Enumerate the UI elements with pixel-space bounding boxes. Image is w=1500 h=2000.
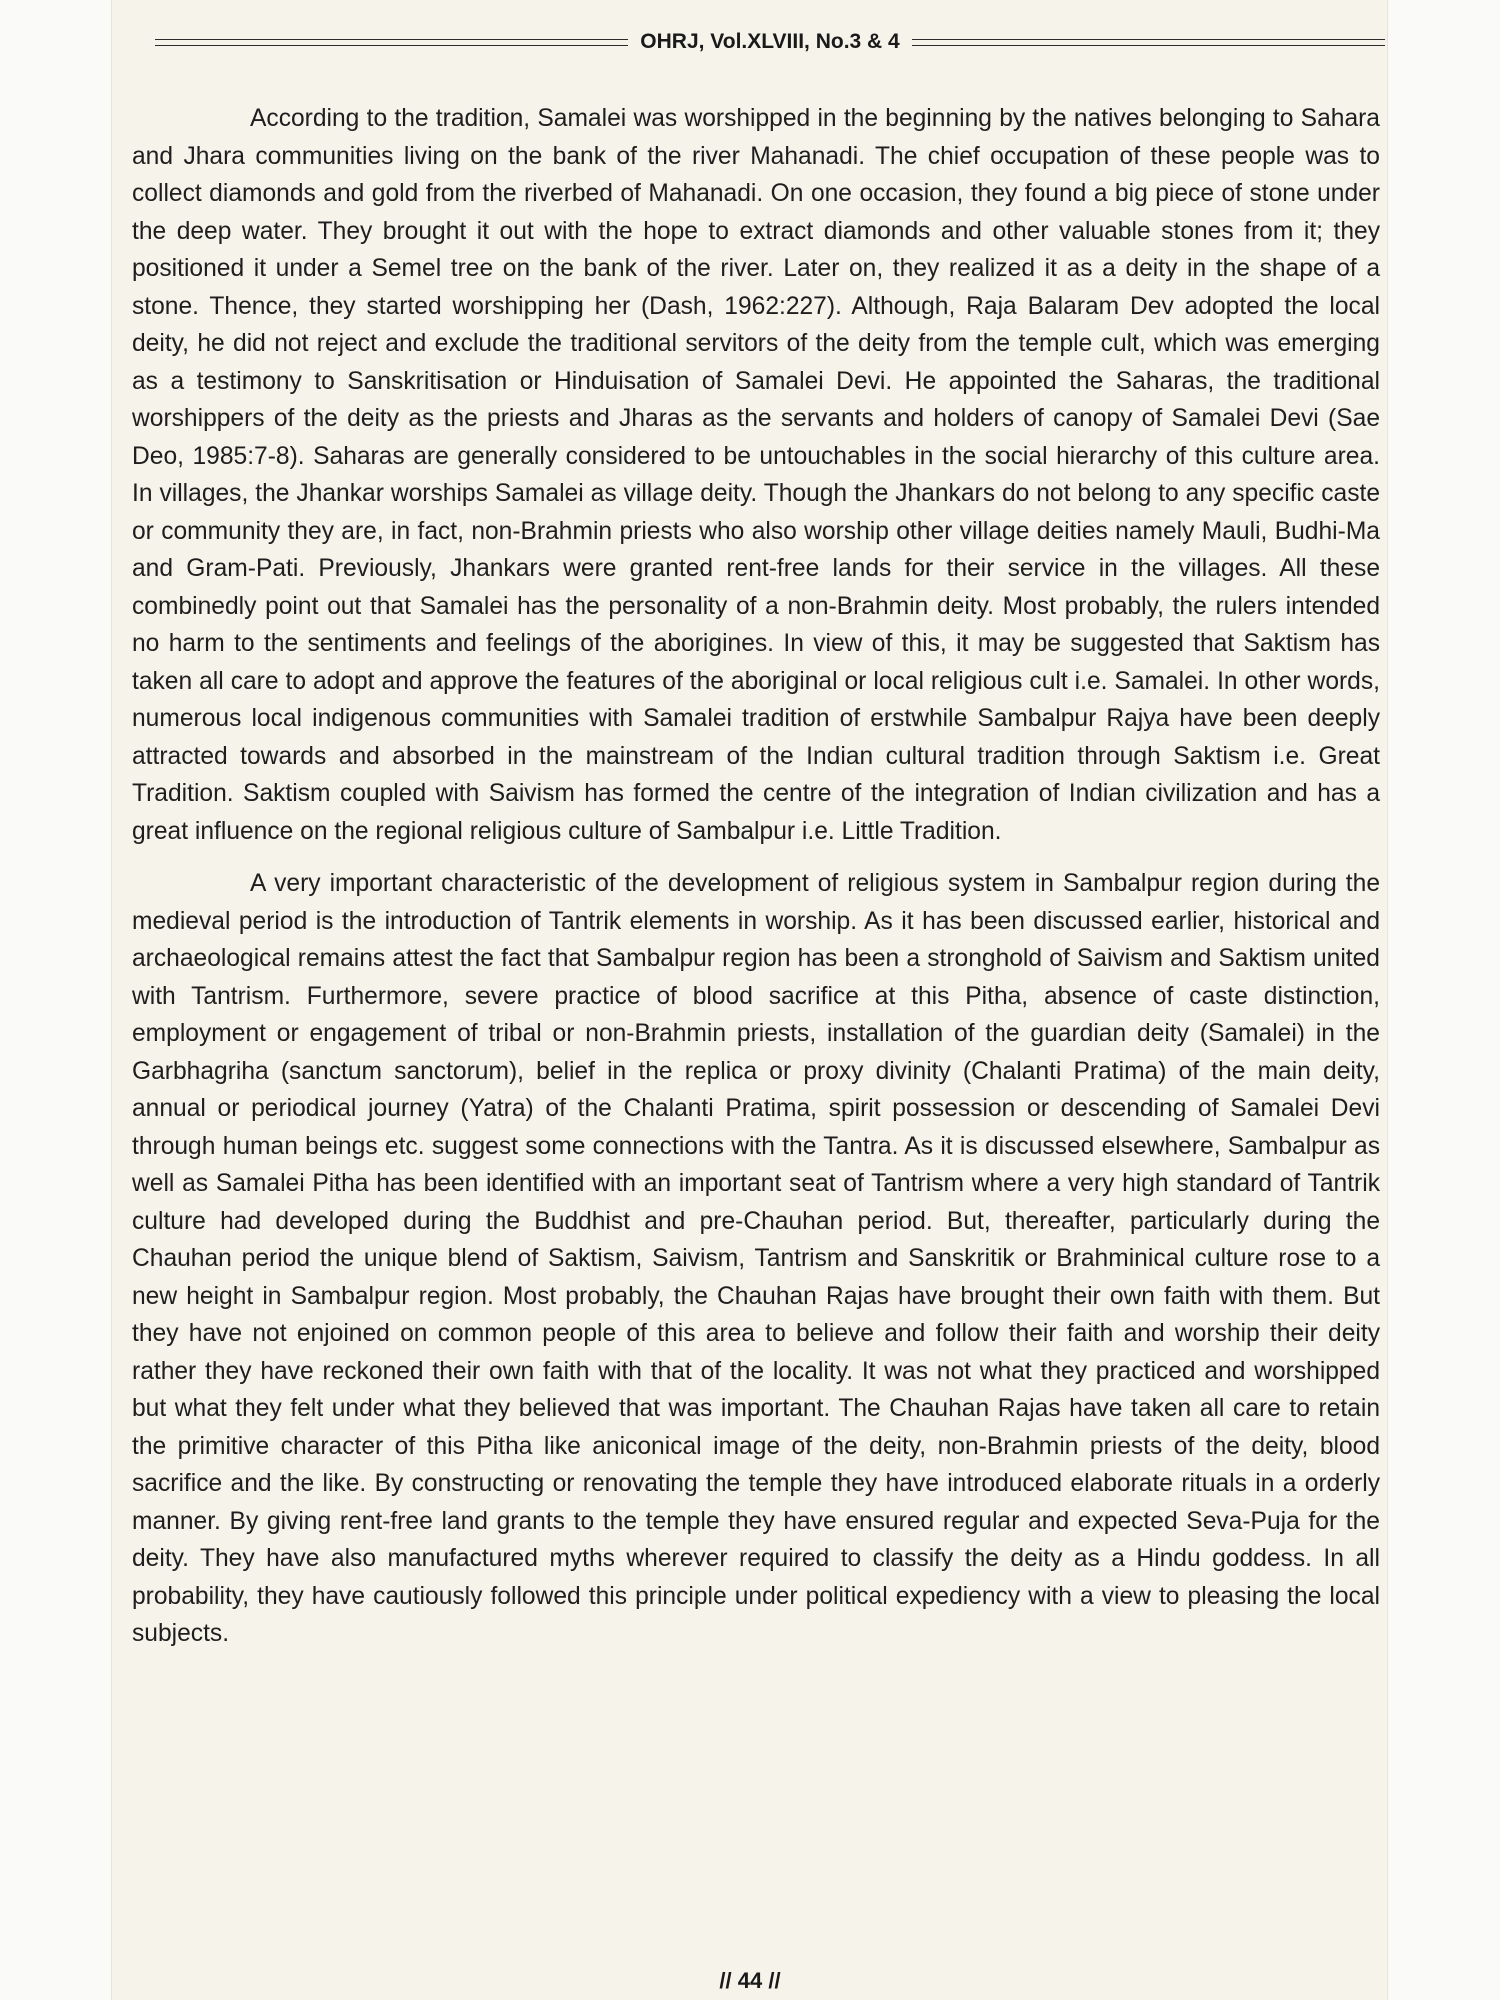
paragraph-1: According to the tradition, Samalei was worshipped in the beginning by the natives belonging to Sahara and Jhara communities living on the bank of the river Mahanadi. The chief occupation of these people was to collect diamonds and gold from the riverbed of Mahanadi. On one occasion, they found a big piece of stone under the deep water. They brought it out with the hope to extract diamonds and other valuable stones from it; they positioned it under a Semel tree on the bank of the river. Later on, they realized it as a deity in the shape of a stone. Thence, they started worshipping her (Dash, 1962:227). Although, Raja Balaram Dev adopted the local deity, he did not reject and exclude the traditional servitors of the deity from the temple cult, which was emerging as a testimony to Sanskritisation or Hinduisation of Samalei Devi. He appointed the Saharas, the traditional worshippers of the deity as the priests and Jharas as the servants and holders of canopy of Samalei Devi (Sae Deo, 1985:7-8). Saharas are generally considered to be untouchables in the social hierarchy of this culture area. In villages, the Jhankar worships Samalei as village deity. Though the Jhankars do not belong to any specific caste or community they are, in fact, non-Brahmin priests who also worship other village deities namely Mauli, Budhi-Ma and Gram-Pati. Previously, Jhankars were granted rent-free lands for their service in the villages. All these combinedly point out that Samalei has the personality of a non-Brahmin deity. Most probably, the rulers intended no harm to the sentiments and feelings of the aborigines. In view of this, it may be suggested that Saktism has taken all care to adopt and approve the features of the aboriginal or local religious cult i.e. Samalei. In other words, numerous local indigenous communities with Samalei tradition of erstwhile Sambalpur Rajya have been deeply attracted towards and absorbed in the mainstream of the Indian cultural tradition through Saktism i.e. Great Tradition. Saktism coupled with Saivism has formed the centre of the integration of Indian civilization and has a great influence on the regional religious culture of Sambalpur i.e. Little Tradition. bbox=[132, 105, 1380, 845]
paragraph-2: A very important characteristic of the development of religious system in Sambalpur region during the medieval period is the introduction of Tantrik elements in worship. As it has been discussed earlier, historical and archaeological remains attest the fact that Sambalpur region has been a stronghold of Saivism and Saktism united with Tantrism. Furthermore, severe practice of blood sacrifice at this Pitha, absence of caste distinction, employment or engagement of tribal or non-Brahmin priests, installation of the guardian deity (Samalei) in the Garbhagriha (sanctum sanctorum), belief in the replica or proxy divinity (Chalanti Pratima) of the main deity, annual or periodical journey (Yatra) of the Chalanti Pratima, spirit possession or descending of Samalei Devi through human beings etc. suggest some connections with the Tantra. As it is discussed elsewhere, Sambalpur as well as Samalei Pitha has been identified with an important seat of Tantrism where a very high standard of Tantrik culture had developed during the Buddhist and pre-Chauhan period. But, thereafter, particularly during the Chauhan period the unique blend of Saktism, Saivism, Tantrism and Sanskritik or Brahminical culture rose to a new height in Sambalpur region. Most probably, the Chauhan Rajas have brought their own faith with them. But they have not enjoined on common people of this area to believe and follow their faith and worship their deity rather they have reckoned their own faith with that of the locality. It was not what they practiced and worshipped but what they felt under what they believed that was important. The Chauhan Rajas have taken all care to retain the primitive character of this Pitha like aniconical image of the deity, non-Brahmin priests of the deity, blood sacrifice and the like. By constructing or renovating the temple they have introduced elaborate rituals in a orderly manner. By giving rent-free land grants to the temple they have ensured regular and expected Seva-Puja for the deity. They have also manufactured myths wherever required to classify the deity as a Hindu goddess. In all probability, they have cautiously followed this principle under political expediency with a view to pleasing the local subjects. bbox=[132, 870, 1380, 1647]
page-number: // 44 // bbox=[719, 1968, 781, 1993]
header-rule-left bbox=[155, 39, 628, 46]
running-header bbox=[155, 28, 1385, 56]
header-rule-right bbox=[912, 39, 1385, 46]
journal-title: OHRJ, Vol.XLVIII, No.3 & 4 bbox=[640, 30, 900, 53]
article-body bbox=[132, 100, 1380, 1653]
